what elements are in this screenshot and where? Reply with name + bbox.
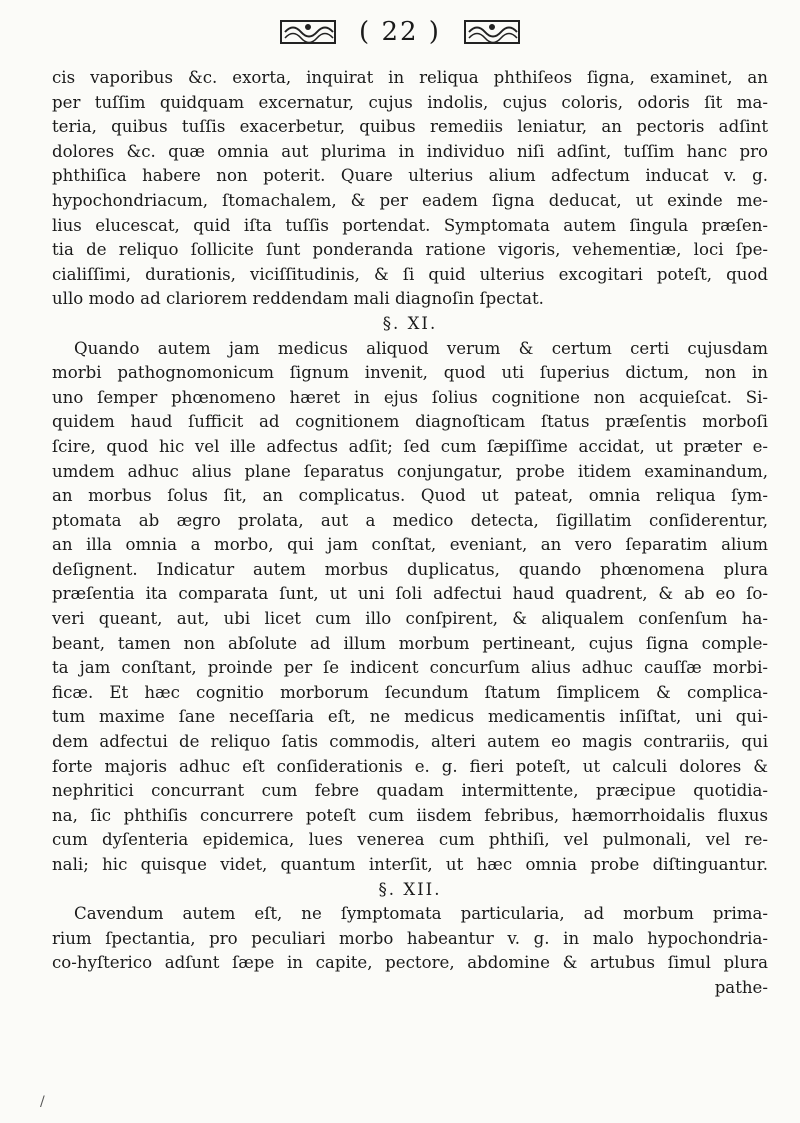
text-line: ficæ. Et hæc cognitio morborum ſecundum ſtatum ſimplicem & complica- <box>52 682 768 702</box>
text-line: umdem adhuc alius plane ſeparatus conjungatur, probe itidem examinandum, <box>52 461 768 481</box>
text-line: morbi pathognomonicum ſignum invenit, quod uti ſuperius dictum, non in <box>52 363 768 383</box>
text-line: ptomata ab ægro prolata, aut a medico detecta, ſigillatim conſiderentur, <box>52 510 768 530</box>
text-line: hypochondriacum, ſtomachalem, & per eadem ſigna deducat, ut exinde me- <box>52 190 768 210</box>
text-line: lius elucescat, quid iſta tuſſis portendat. Symptomata autem ſingula præſen- <box>52 215 768 235</box>
margin-mark: / <box>40 1094 45 1110</box>
section-heading: §. XI. <box>382 313 438 333</box>
text-line: beant, tamen non abſolute ad illum morbum pertineant, cujus ſigna comple- <box>52 633 768 653</box>
text-line: dolores &c. quæ omnia aut plurima in individuo niſi adſint, tuſſim hanc pro <box>52 141 768 161</box>
text-line: nephritici concurrant cum febre quadam intermittente, præcipue quotidia- <box>52 781 768 801</box>
text-line: veri queant, aut, ubi licet cum illo conſpirent, & aliqualem conſenſum ha- <box>52 609 768 629</box>
text-line: co-hyſterico adſunt ſæpe in capite, pectore, abdomine & artubus ſimul plura <box>52 953 768 973</box>
text-line: tum maxime ſane neceſſaria eſt, ne medicus medicamentis inſiſtat, uni qui- <box>52 707 768 727</box>
text-line: nali; hic quisque videt, quantum interſit, ut hæc omnia probe diſtinguantur. <box>52 855 768 874</box>
body-text <box>52 66 768 1001</box>
text-line: na, ſic phthiſis concurrere poteſt cum iisdem febribus, hæmorrhoidalis fluxus <box>52 805 768 825</box>
text-line: cialiſſimi, durationis, viciſſitudinis, & ſi quid ulterius excogitari poteſt, quod <box>52 264 768 284</box>
text-line: ſcire, quod hic vel ille adfectus adſit; ſed cum ſæpiſſime accidat, ut præter e- <box>52 436 768 456</box>
text-line: per tuſſim quidquam excernatur, cujus indolis, cujus coloris, odoris ſit ma- <box>52 92 768 112</box>
left-ornament-icon <box>279 17 337 47</box>
text-line: Cavendum autem eſt, ne ſymptomata particularia, ad morbum prima- <box>74 904 768 924</box>
text-line: præſentia ita comparata ſunt, ut uni ſoli adfectui haud quadrent, & ab eo ſo- <box>52 584 768 604</box>
text-line: deſignent. Indicatur autem morbus duplicatus, quando phœnomena plura <box>52 559 768 579</box>
right-ornament-icon <box>463 17 521 47</box>
text-line: an morbus ſolus ſit, an complicatus. Quod ut pateat, omnia reliqua ſym- <box>52 486 768 506</box>
page-header <box>0 10 800 54</box>
text-line: an illa omnia a morbo, qui jam conſtat, eveniant, an vero ſeparatim alium <box>52 535 768 555</box>
text-line: ta jam conſtant, proinde per ſe indicent concurſum alius adhuc cauſſæ morbi- <box>52 658 768 678</box>
text-line: tia de reliquo ſollicite ſunt ponderanda ratione vigoris, vehementiæ, loci ſpe- <box>52 240 768 260</box>
text-line: forte majoris adhuc eſt conſiderationis e. g. fieri poteſt, ut calculi dolores & <box>52 756 768 776</box>
text-line: phthiſica habere non poterit. Quare ulterius alium adfectum inducat v. g. <box>52 166 768 186</box>
text-line: dem adfectui de reliquo ſatis commodis, alteri autem eo magis contrariis, qui <box>52 732 768 752</box>
page-number: ( 22 ) <box>359 17 441 47</box>
text-line: cum dyſenteria epidemica, lues venerea cum phthiſi, vel pulmonali, vel re- <box>52 830 768 850</box>
text-line: ullo modo ad clariorem reddendam mali diagnoſin ſpectat. <box>52 289 544 309</box>
text-line: uno ſemper phœnomeno hæret in ejus ſolius cognitione non acquieſcat. Si- <box>52 387 768 407</box>
section-heading: §. XII. <box>378 879 442 899</box>
text-line: quidem haud ſufficit ad cognitionem diagnoſticam ſtatus præſentis morboſi <box>52 412 768 432</box>
text-line: rium ſpectantia, pro peculiari morbo habeantur v. g. in malo hypochondria- <box>52 928 768 948</box>
catchword: pathe- <box>714 977 768 997</box>
text-line: teria, quibus tuſſis exacerbetur, quibus remediis leniatur, an pectoris adſint <box>52 117 768 137</box>
text-line: Quando autem jam medicus aliquod verum & certum certi cujusdam <box>74 338 768 358</box>
text-line: cis vaporibus &c. exorta, inquirat in reliqua phthiſeos ſigna, examinet, an <box>52 68 768 87</box>
